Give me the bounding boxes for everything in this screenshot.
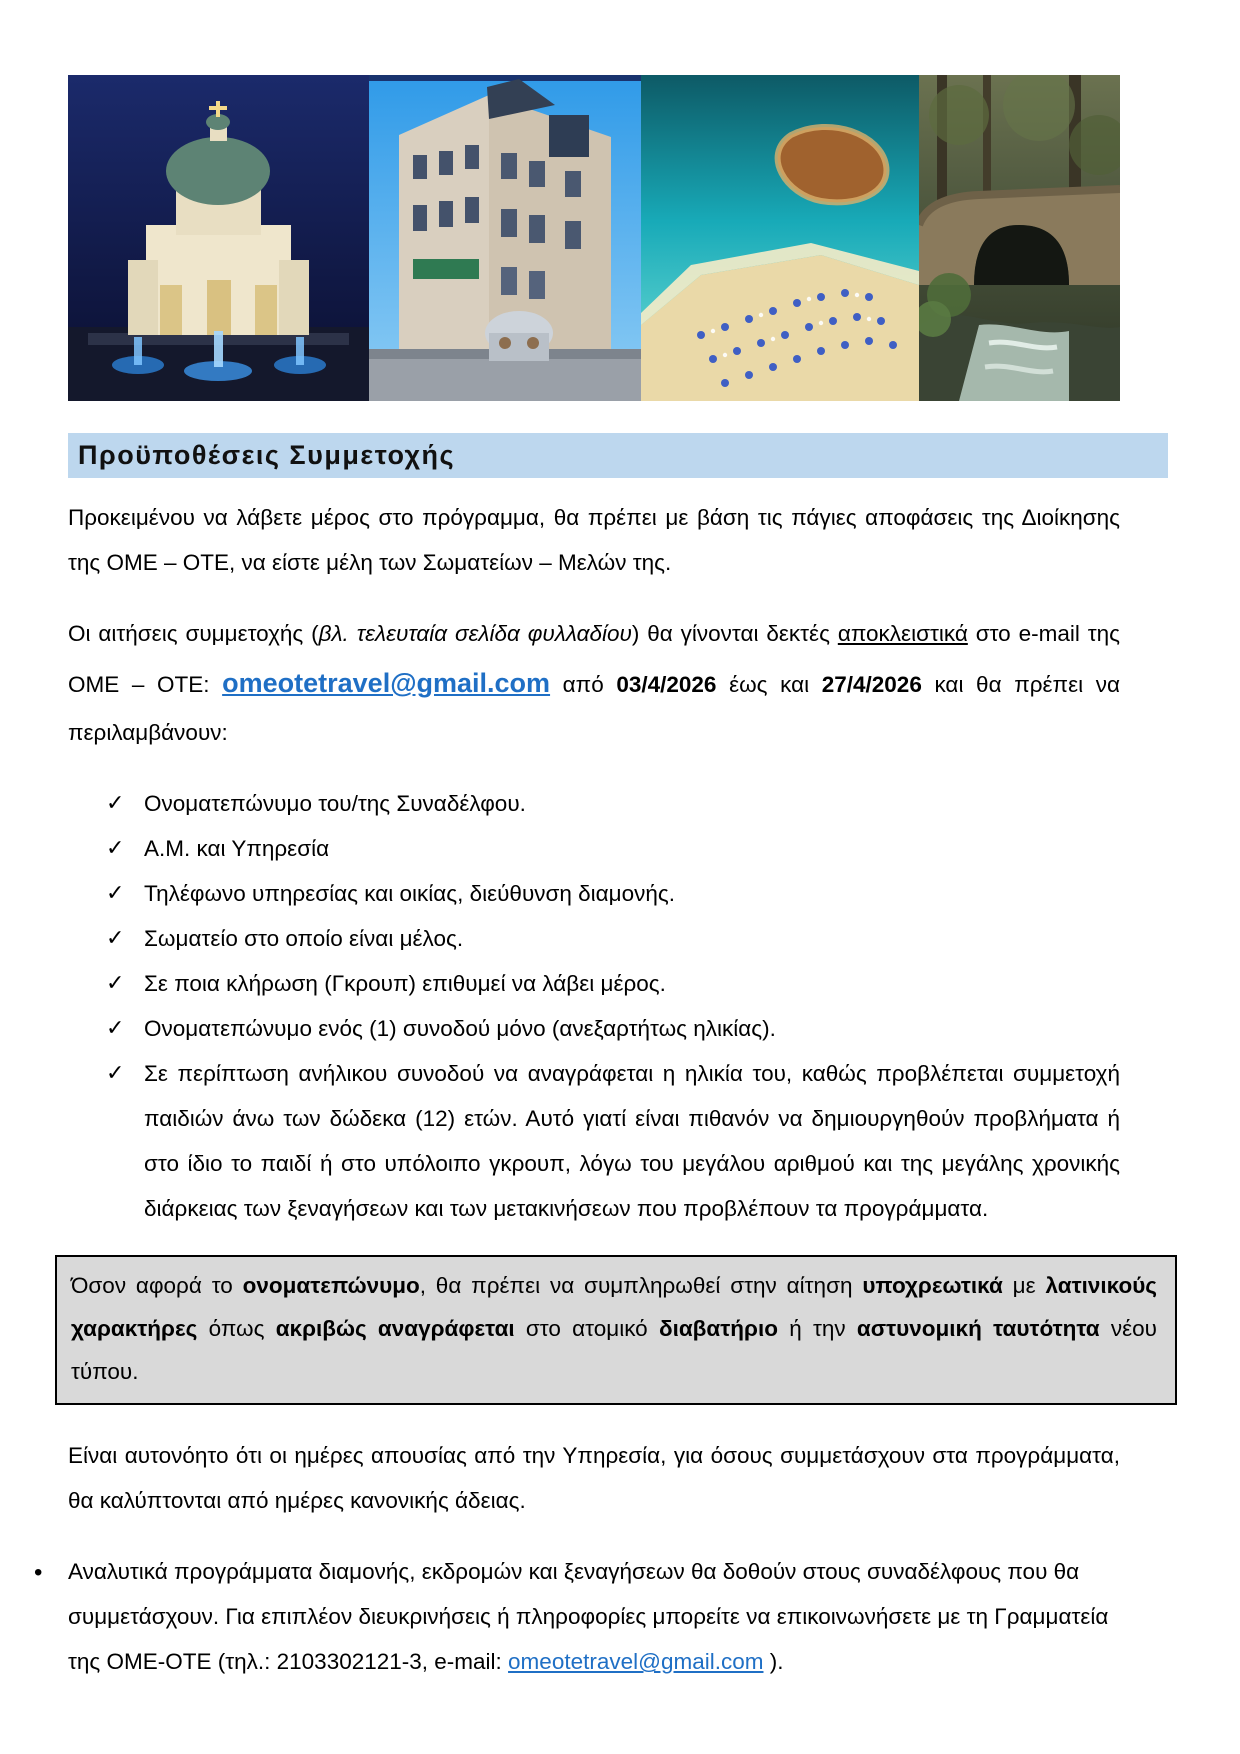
checklist-item-text: Ονοματεπώνυμο του/της Συναδέλφου. [144,791,526,816]
city-building-photo [369,75,641,401]
section-title: Προϋποθέσεις Συμμετοχής [78,440,456,470]
name-latin-characters-notice-box [55,1255,1177,1405]
checklist-item-text: Σε περίπτωση ανήλικου συνοδού να αναγράφεται η ηλικία του, καθώς προβλέπεται συμμετοχή παιδιών άνω των δώδεκα (12) ετών. Αυτό γιατί είναι πιθανόν να δημιουργηθούν προβλήματα ή στο ίδιο το παιδί ή στο υπόλοιπο γκρουπ, λόγω του μεγάλου αριθμού και της μεγάλης χρονικής διάρκειας των ξεναγήσεων και των μετακινήσεων που προβλέπουν τα προγράμματα. [144,1061,1120,1221]
text-run: έως και [716,672,822,697]
bold-term: αστυνομική ταυτότητα [856,1315,1100,1341]
checklist-item-text: Ονοματεπώνυμο ενός (1) συνοδού μόνο (ανεξαρτήτως ηλικίας). [144,1016,776,1041]
programs-info-bullet-paragraph [34,1549,1120,1684]
text-run: ). [763,1649,784,1675]
bold-term: ονοματεπώνυμο [242,1273,420,1298]
beach-aerial-photo [641,75,919,401]
church-night-illustration [68,75,369,401]
bold-term: λατινικούς χαρακτήρες [71,1273,1157,1341]
intro-paragraph [68,495,1120,585]
text-run: από [550,672,617,697]
checklist-item-text: Σε ποια κλήρωση (Γκρουπ) επιθυμεί να λάβει μέρος. [144,971,666,996]
section-heading-bar [68,433,1168,478]
emphasis-underlined: αποκλειστικά [837,621,968,646]
checkmark-icon: ✓ [106,880,125,905]
checkmark-icon: ✓ [106,835,125,860]
beach-aerial-illustration [641,75,919,401]
city-building-illustration [369,75,641,401]
text-run: στο ατομικό [514,1315,659,1341]
photo-banner [68,75,1120,401]
text-run: με [1002,1273,1046,1298]
email-link-footer[interactable]: omeotetravel@gmail.com [508,1649,764,1675]
text-run: Οι αιτήσεις συμμετοχής ( [68,621,319,646]
bold-term: διαβατήριο [658,1315,778,1341]
text-run: Προκειμένου να λάβετε μέρος στο πρόγραμμα, θα πρέπει με βάση τις πάγιες αποφάσεις της Διοίκησης της ΟΜΕ – ΟΤΕ, να είστε μέλη των Σωματείων – Μελών της. [68,505,1120,575]
date-from: 03/4/2026 [616,672,717,697]
checklist-item [106,1006,1120,1051]
applications-paragraph [68,611,1120,755]
requirements-checklist [68,781,1120,1231]
text-run: όπως [197,1315,276,1341]
text-run: και θα πρέπει να περιλαμβάνουν: [68,672,1120,745]
forest-bridge-photo [919,75,1120,401]
bold-term: υποχρεωτικά [862,1273,1003,1298]
email-link-main[interactable]: omeotetravel@gmail.com [222,668,551,698]
checkmark-icon: ✓ [106,1015,125,1040]
church-night-photo [68,75,369,401]
text-run: Είναι αυτονόητο ότι οι ημέρες απουσίας από την Υπηρεσία, για όσους συμμετάσχουν στα προγράμματα, θα καλύπτονται από ημέρες κανονικής άδειας. [68,1443,1120,1514]
checklist-item [106,916,1120,961]
text-run: στο e-mail της ΟΜΕ – ΟΤΕ: [68,621,1120,697]
checklist-item [106,826,1120,871]
checklist-item-text: Τηλέφωνο υπηρεσίας και οικίας, διεύθυνση διαμονής. [144,881,676,906]
text-run: ή την [777,1315,857,1341]
forest-bridge-illustration [919,75,1120,401]
checklist-item [106,1051,1120,1231]
italic-note: βλ. τελευταία σελίδα φυλλαδίου [318,621,632,646]
checklist-item-text: Α.Μ. και Υπηρεσία [144,836,330,861]
checkmark-icon: ✓ [106,1060,125,1085]
leave-days-paragraph [68,1433,1120,1523]
date-to: 27/4/2026 [821,672,922,697]
checklist-item [106,871,1120,916]
bullet-icon: • [34,1559,43,1587]
text-run: Όσον αφορά το [71,1273,243,1298]
checkmark-icon: ✓ [106,790,125,815]
text-run: ) θα γίνονται δεκτές [631,621,838,646]
checkmark-icon: ✓ [106,970,125,995]
checklist-item [106,781,1120,826]
text-run: , θα πρέπει να συμπληρωθεί στην αίτηση [419,1273,863,1298]
checklist-item [106,961,1120,1006]
checklist-item-text: Σωματείο στο οποίο είναι μέλος. [144,926,464,951]
text-run: νέου τύπου. [71,1315,1157,1384]
document-body [34,495,1157,1684]
text-run: Αναλυτικά προγράμματα διαμονής, εκδρομών και ξεναγήσεων θα δοθούν στους συναδέλφους που θα συμμετάσχουν. Για επιπλέον διευκρινήσεις ή πληροφορίες μπορείτε να επικοινωνήσετε με τη Γραμματεία της ΟΜΕ-ΟΤΕ (τηλ.: 2103302121-3, e-mail: [68,1559,1109,1675]
bold-term: ακριβώς αναγράφεται [275,1315,515,1341]
checkmark-icon: ✓ [106,925,125,950]
